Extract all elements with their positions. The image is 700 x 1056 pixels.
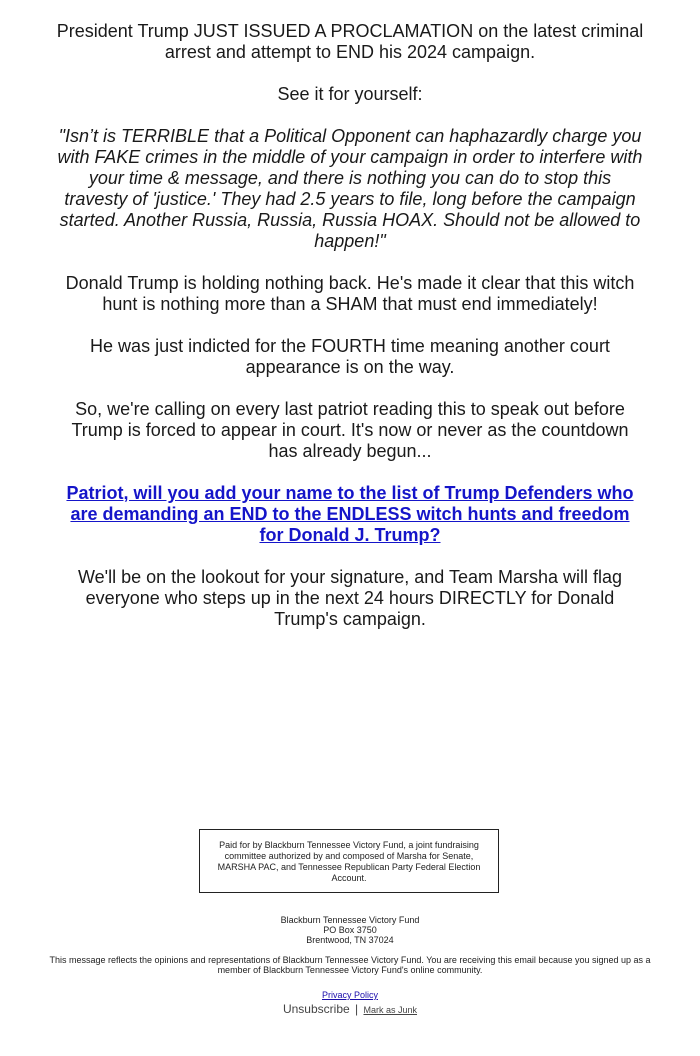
mark-as-junk-link[interactable]: Mark as Junk [363, 1005, 418, 1015]
unsubscribe-row [200, 1002, 500, 1017]
address-line-2: Brentwood, TN 37024 [306, 935, 394, 945]
privacy-policy-link[interactable]: Privacy Policy [321, 990, 378, 1000]
body-paragraph-1: Donald Trump is holding nothing back. He's made it clear that this witch hunt is nothing more than a SHAM that must end immediately! [65, 273, 635, 314]
intro-paragraph: President Trump JUST ISSUED A PROCLAMATION on the latest criminal arrest and attempt to END his 2024 campaign. [56, 21, 644, 62]
link-separator: | [355, 1002, 359, 1016]
body-paragraph-2: He was just indicted for the FOURTH time meaning another court appearance is on the way. [90, 336, 610, 377]
petition-link[interactable]: Patriot, will you add your name to the list of Trump Defenders who are demanding an END to the ENDLESS witch hunts and freedom for Donald J. Trump? [66, 483, 634, 545]
address-org: Blackburn Tennessee Victory Fund [280, 915, 420, 925]
paid-for-disclaimer: Paid for by Blackburn Tennessee Victory Fund, a joint fundraising committee authorized by and composed of Marsha for Senate, MARSHA PAC, and Tennessee Republican Party Federal Election Account. [199, 829, 499, 893]
footer-links [200, 990, 500, 1017]
body-paragraph-3: So, we're calling on every last patriot reading this to speak out before Trump is forced to appear in court. It's now or never as the countdown has already begun... [71, 399, 629, 461]
closing-paragraph: We'll be on the lookout for your signature, and Team Marsha will flag everyone who steps up in the next 24 hours DIRECTLY for Donald Trump's campaign. [77, 567, 623, 629]
email-body [56, 21, 644, 651]
cta-paragraph [56, 483, 644, 546]
trump-quote: "Isn’t is TERRIBLE that a Political Opponent can haphazardly charge you with FAKE crimes in the middle of your campaign in order to interfere with your time & message, and there is nothing you can do to stop this travesty of 'justice.' They had 2.5 years to file, long before the campaign started. Another Russia, Russia, Russia HOAX. Should not be allowed to happen!" [57, 126, 643, 251]
unsubscribe-link[interactable]: Unsubscribe [282, 1002, 350, 1016]
see-it-paragraph: See it for yourself: [277, 84, 423, 104]
subscription-notice: This message reflects the opinions and representations of Blackburn Tennessee Victory Fund. You are receiving this email because you signed up as a member of Blackburn Tennessee Victory Fund's online community. [49, 955, 651, 975]
mailing-address [200, 915, 500, 945]
address-line-1: PO Box 3750 [323, 925, 377, 935]
